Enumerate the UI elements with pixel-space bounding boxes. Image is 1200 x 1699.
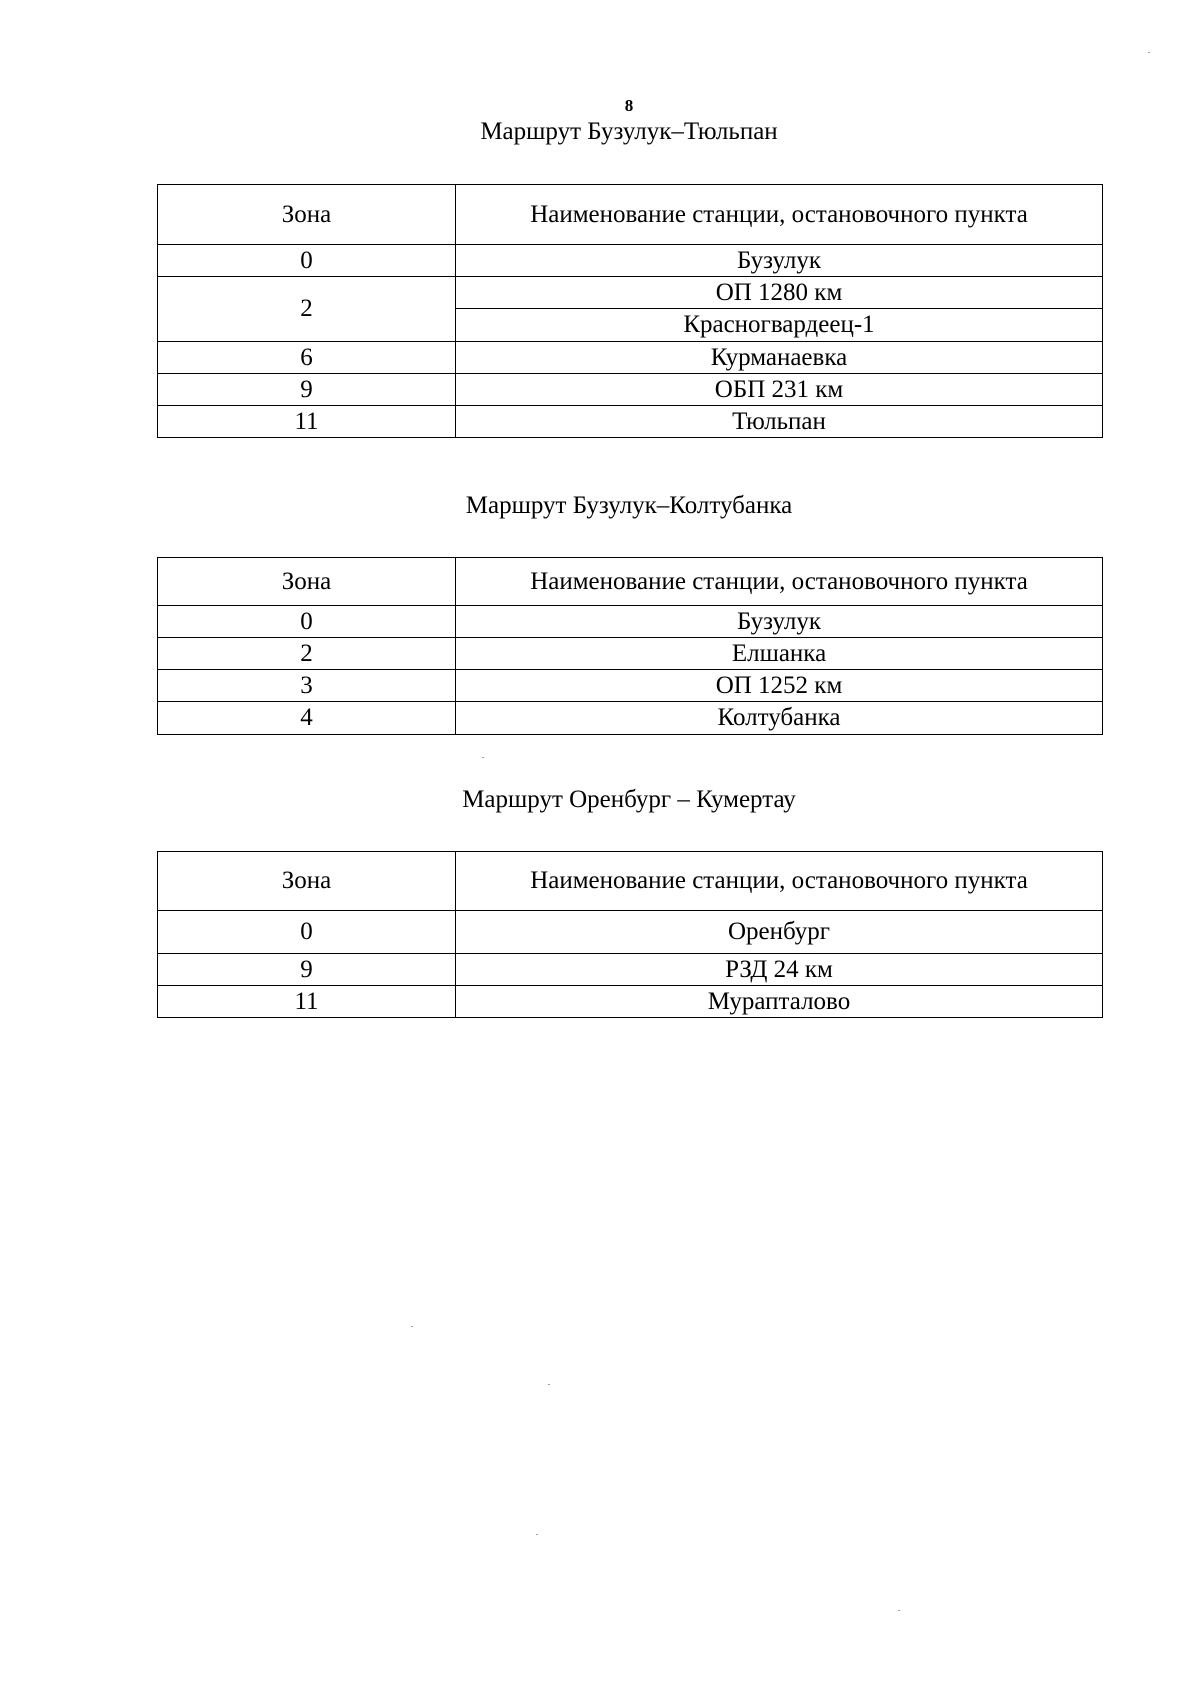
header-station: Наименование станции, остановочного пункта: [456, 852, 1103, 911]
scan-speck: [548, 1384, 550, 1385]
scan-speck: [482, 757, 484, 758]
table-row: [158, 342, 1103, 374]
route-table-orenburg-kumertau: [157, 851, 1103, 1018]
station-cell: ОБП 231 км: [456, 374, 1103, 406]
zone-cell: 9: [158, 374, 456, 406]
header-station: Наименование станции, остановочного пункта: [456, 185, 1103, 245]
table-row: [158, 406, 1103, 438]
zone-cell: 11: [158, 406, 456, 438]
scan-speck: [411, 1326, 413, 1327]
table-row: [158, 986, 1103, 1018]
station-cell: Красногвардеец-1: [456, 309, 1103, 342]
table-row: [158, 606, 1103, 638]
zone-cell: 11: [158, 986, 456, 1018]
table-row: [158, 374, 1103, 406]
route-title-buzuluk-tyulpan: Маршрут Бузулук–Тюльпан: [480, 118, 778, 145]
zone-cell: 2: [158, 638, 456, 670]
station-cell: РЗД 24 км: [456, 954, 1103, 986]
station-cell: Бузулук: [456, 245, 1103, 277]
station-cell: Колтубанка: [456, 702, 1103, 735]
station-cell: Елшанка: [456, 638, 1103, 670]
station-cell: Оренбург: [456, 911, 1103, 954]
header-zone: Зона: [158, 558, 456, 606]
station-cell: ОП 1280 км: [456, 277, 1103, 309]
zone-cell: 4: [158, 702, 456, 735]
scan-speck: [536, 1534, 538, 1535]
table-header-row: [158, 558, 1103, 606]
station-cell: Бузулук: [456, 606, 1103, 638]
station-cell: Тюльпан: [456, 406, 1103, 438]
zone-cell: 3: [158, 670, 456, 702]
route-title-orenburg-kumertau: Маршрут Оренбург – Кумертау: [462, 786, 796, 813]
header-station: Наименование станции, остановочного пункта: [456, 558, 1103, 606]
zone-cell: 6: [158, 342, 456, 374]
route-table-buzuluk-tyulpan: [157, 184, 1103, 438]
scan-speck: [1148, 52, 1150, 53]
table-row: [158, 702, 1103, 735]
zone-cell: 9: [158, 954, 456, 986]
header-zone: Зона: [158, 852, 456, 911]
zone-cell: 2: [158, 277, 456, 342]
table-row: [158, 670, 1103, 702]
table-header-row: [158, 852, 1103, 911]
scan-speck: [898, 1610, 900, 1611]
table-row: [158, 245, 1103, 277]
station-cell: Мурапталово: [456, 986, 1103, 1018]
route-table-buzuluk-koltubanka: [157, 557, 1103, 735]
table-row: [158, 638, 1103, 670]
table-row: [158, 954, 1103, 986]
route-title-buzuluk-koltubanka: Маршрут Бузулук–Колтубанка: [465, 492, 793, 519]
station-cell: ОП 1252 км: [456, 670, 1103, 702]
zone-cell: 0: [158, 606, 456, 638]
page-number: 8: [624, 96, 634, 115]
table-header-row: [158, 185, 1103, 245]
zone-cell: 0: [158, 245, 456, 277]
station-cell: Курманаевка: [456, 342, 1103, 374]
table-row: [158, 277, 1103, 309]
table-row: [158, 911, 1103, 954]
header-zone: Зона: [158, 185, 456, 245]
zone-cell: 0: [158, 911, 456, 954]
